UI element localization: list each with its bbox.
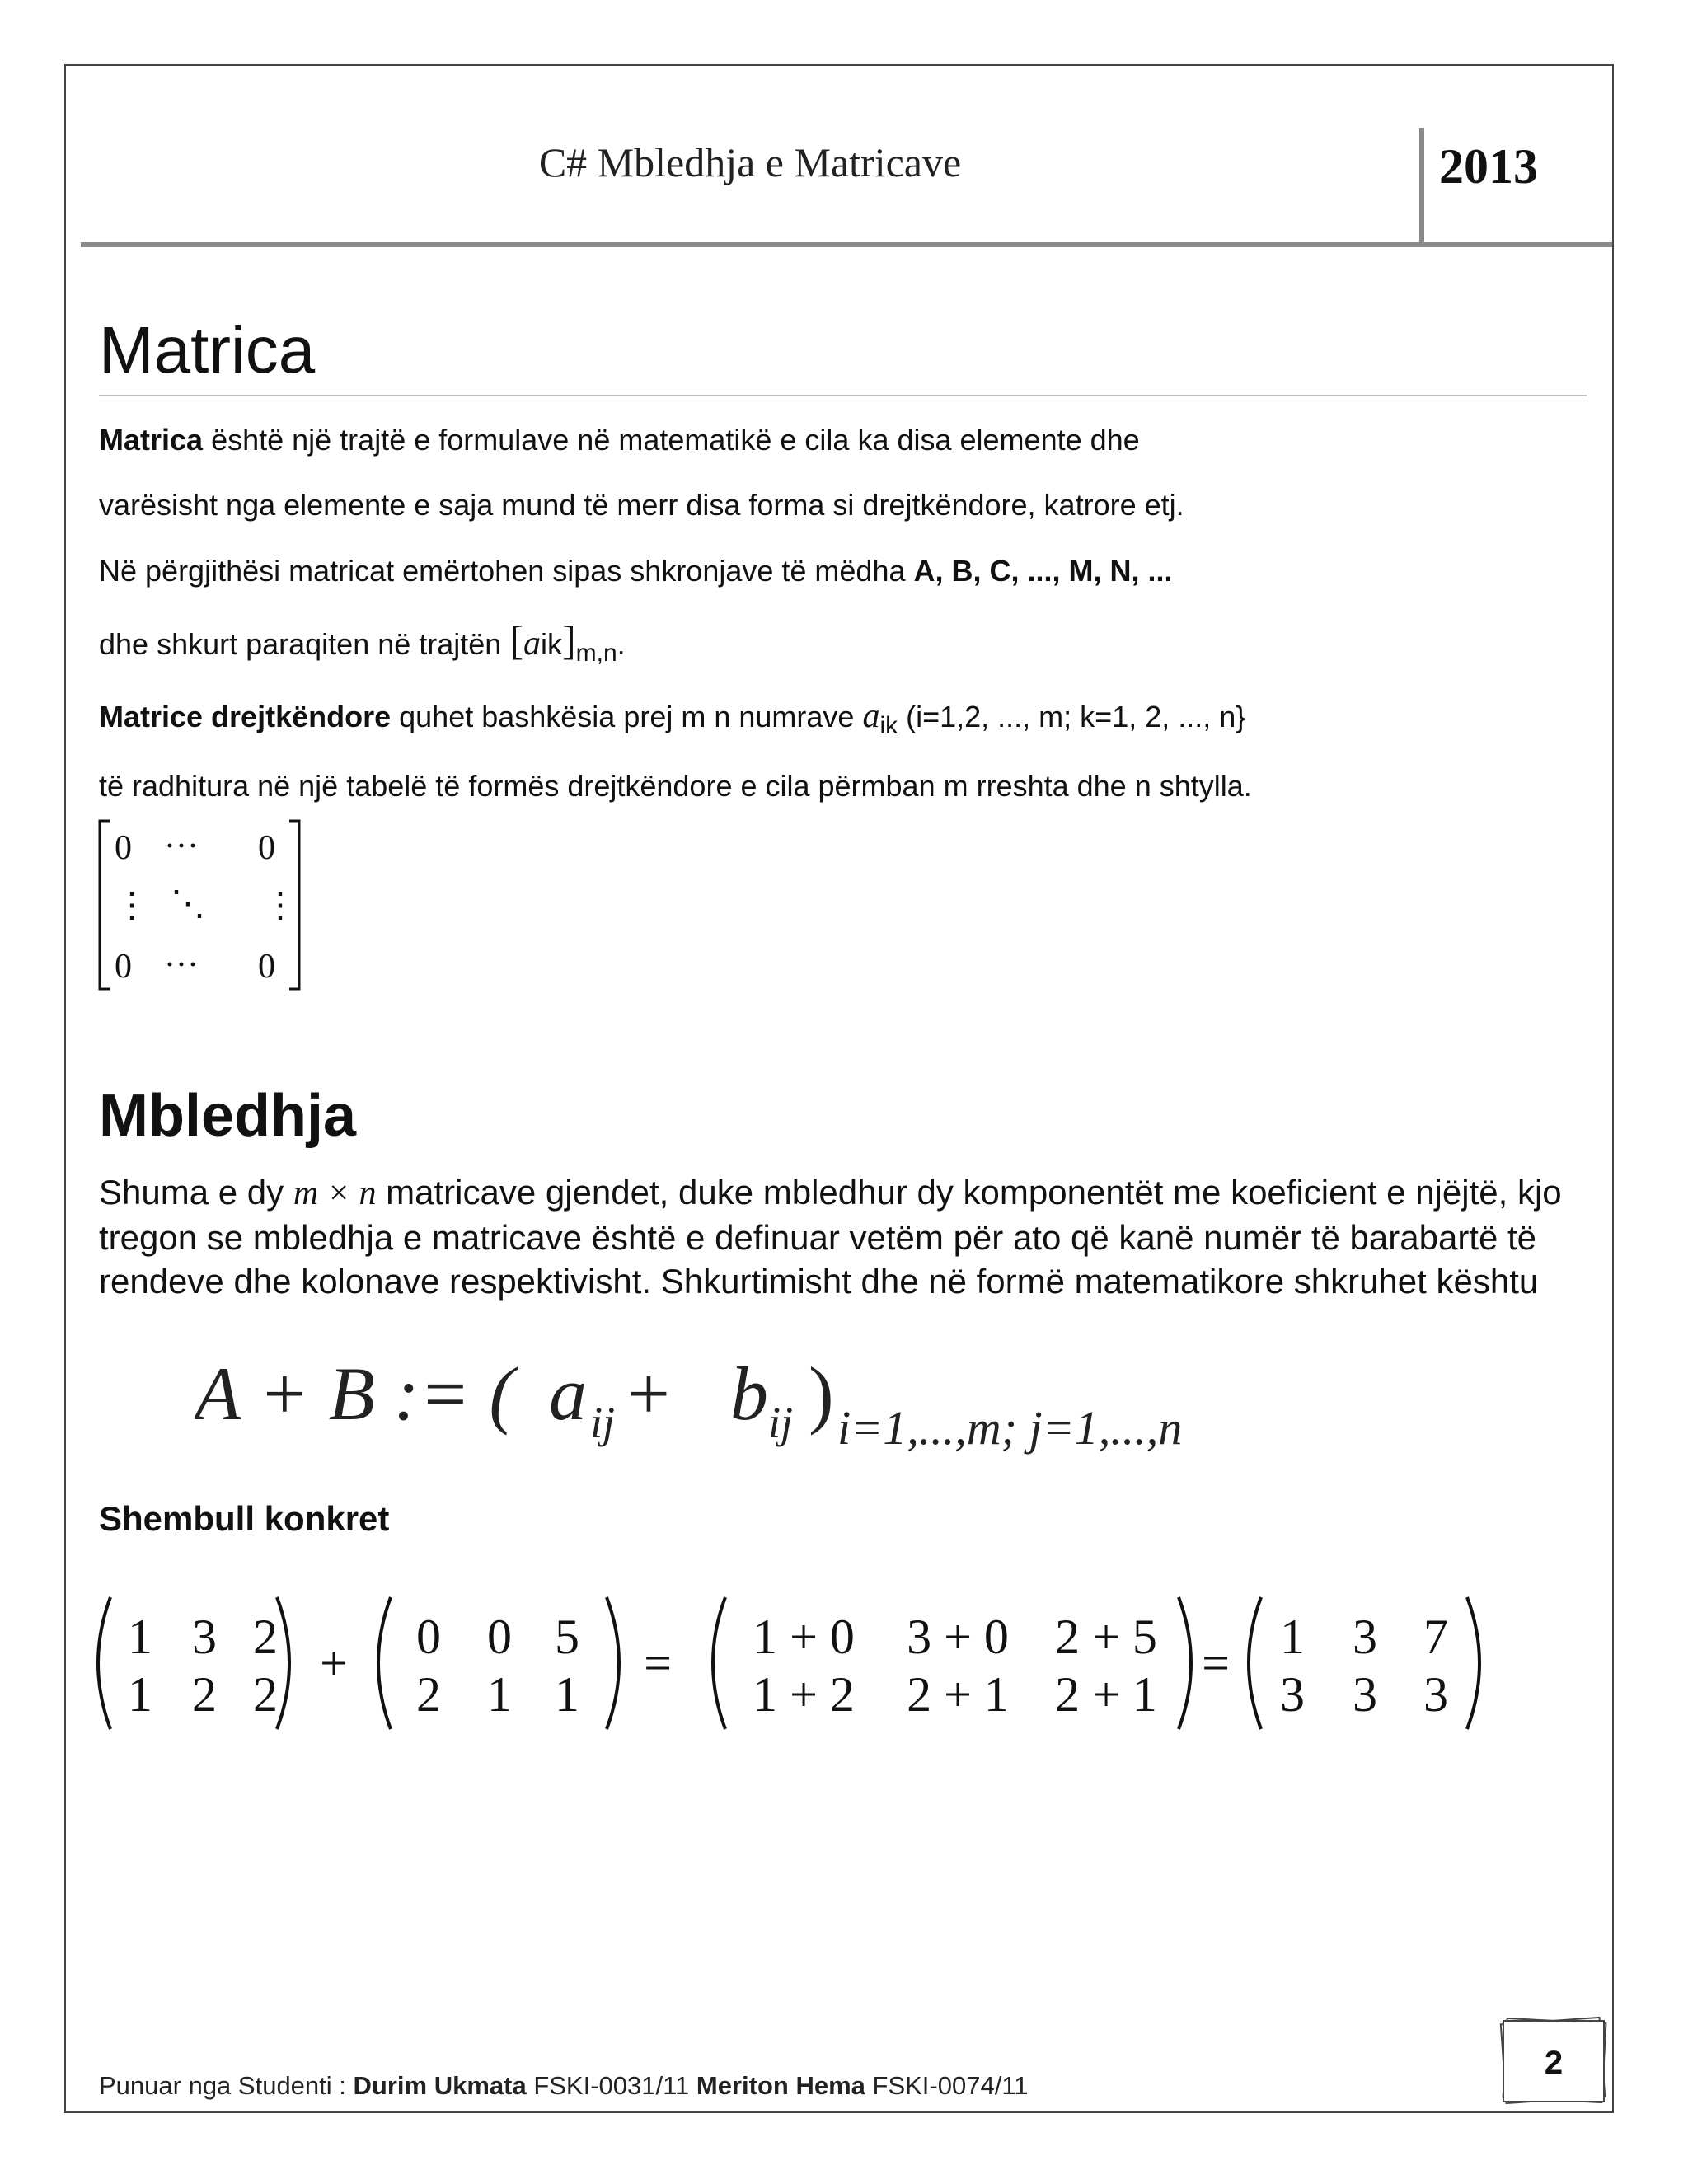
m-times-n: m × n <box>293 1174 377 1212</box>
subscript-mn: m,n <box>575 640 617 667</box>
paragraph-shuma <box>99 1170 1591 1303</box>
m2-cell: 2 <box>416 1667 441 1722</box>
m1-cell: 2 <box>253 1667 278 1722</box>
m4-cell: 3 <box>1353 1667 1377 1722</box>
m3-cell: 2 + 1 <box>1055 1667 1157 1722</box>
plus-sign: + <box>320 1636 348 1690</box>
zero-matrix-cell: 0 <box>115 948 132 986</box>
header-title: C# Mbledhja e Matricave <box>538 139 962 185</box>
m4-cell: 3 <box>1280 1667 1305 1722</box>
paren <box>1179 1597 1191 1729</box>
heading-mbledhja: Mbledhja <box>99 1083 357 1149</box>
bracket-close: ] <box>561 617 576 663</box>
paragraph-3-text: Në përgjithësi matricat emërtohen sipas shkronjave të mëdha <box>99 554 914 588</box>
paren <box>378 1597 391 1729</box>
m4-cell: 3 <box>1353 1610 1377 1664</box>
index-ik: ik <box>540 627 562 661</box>
zero-matrix-dots: ··· <box>164 827 199 865</box>
term-matrica: Matrica <box>99 423 204 457</box>
paren <box>1249 1597 1261 1729</box>
zero-matrix-cell: 0 <box>258 948 275 986</box>
matrix-letters: A, B, C, ..., M, N, ... <box>913 554 1173 588</box>
heading-rule <box>99 395 1587 396</box>
footer-prefix: Punuar nga Studenti : <box>99 2071 354 2100</box>
heading-example: Shembull konkret <box>99 1499 390 1538</box>
formula-b: b <box>730 1352 768 1436</box>
heading-matrica: Matrica <box>99 313 316 387</box>
m1-cell: 1 <box>128 1610 152 1664</box>
equals-sign: = <box>1202 1636 1230 1690</box>
m4-cell: 1 <box>1280 1610 1305 1664</box>
paragraph-3 <box>99 556 1173 586</box>
page-number: 2 <box>1544 2045 1564 2081</box>
m1-cell: 2 <box>192 1667 217 1722</box>
bracket-open: [ <box>509 617 523 663</box>
paragraph-1 <box>99 425 1140 455</box>
header-divider <box>1419 128 1424 243</box>
paragraph-2: varësisht nga elemente e saja mund të merr disa forma si drejtkëndore, katrore etj. <box>99 488 1184 522</box>
paragraph-1-text: është një trajtë e formulave në matematikë e cila ka disa elemente dhe <box>203 423 1140 457</box>
m2-cell: 0 <box>416 1610 441 1664</box>
m1-cell: 2 <box>253 1610 278 1664</box>
paragraph-4-text: dhe shkurt paraqiten në trajtën <box>99 627 510 661</box>
zero-matrix-vdots: ⋮ <box>115 887 149 925</box>
zero-matrix-cell: 0 <box>115 829 132 867</box>
paren <box>98 1597 110 1729</box>
index-range: (i=1,2, ..., m; k=1, 2, ..., n} <box>898 700 1246 733</box>
paren <box>713 1597 725 1729</box>
formula-subscript: i=1,...,m; j=1,...,n <box>837 1401 1183 1455</box>
footer-credits <box>99 2071 1029 2101</box>
paren <box>1467 1597 1479 1729</box>
m1-cell: 3 <box>192 1610 217 1664</box>
m3-cell: 2 + 5 <box>1055 1610 1157 1664</box>
example-equation <box>91 1581 1492 1746</box>
period: . <box>617 627 626 661</box>
equals-sign: = <box>644 1636 672 1690</box>
formula-close: ) <box>809 1352 834 1436</box>
m3-cell: 2 + 1 <box>907 1667 1009 1722</box>
m3-cell: 1 + 0 <box>753 1610 855 1664</box>
zero-matrix-dots: ··· <box>164 946 199 984</box>
m2-cell: 1 <box>555 1667 579 1722</box>
paren <box>277 1597 289 1729</box>
m4-cell: 3 <box>1423 1667 1448 1722</box>
paragraph-5-text: quhet bashkësia prej m n numrave <box>391 700 863 733</box>
page-number-box <box>1490 2009 1614 2108</box>
shuma-text-b: matricave gjendet, duke mbledhur dy komponentët me koeficient e njëjtë, kjo tregon se mbledhja e matricave është e definuar vetëm për ato që kanë numër të barabartë të rendeve dhe kolonave respektivisht. Shkurtimisht dhe në formë matematikore shkruhet kështu <box>99 1173 1562 1301</box>
var-a: a <box>523 625 541 663</box>
shuma-text-a: Shuma e dy <box>99 1173 293 1212</box>
m2-cell: 5 <box>555 1610 579 1664</box>
author-1-id: FSKI-0031/11 <box>526 2071 696 2100</box>
header-year: 2013 <box>1439 139 1538 194</box>
author-2: Meriton Hema <box>696 2071 865 2100</box>
formula-ij: ij <box>768 1398 794 1447</box>
author-1: Durim Ukmata <box>353 2071 527 2100</box>
zero-matrix-cell: 0 <box>258 829 275 867</box>
term-matrice-drejtkendore: Matrice drejtkëndore <box>99 700 392 733</box>
addition-formula <box>195 1352 1332 1459</box>
m3-cell: 3 + 0 <box>907 1610 1009 1664</box>
index-ik-2: ik <box>879 712 898 739</box>
m2-cell: 1 <box>487 1667 512 1722</box>
zero-matrix-ddots: ⋱ <box>171 885 205 923</box>
m4-cell: 7 <box>1423 1610 1448 1664</box>
m2-cell: 0 <box>487 1610 512 1664</box>
header-rule <box>81 242 1612 247</box>
paren <box>607 1597 619 1729</box>
formula-a: a <box>549 1352 587 1436</box>
paragraph-6: të radhitura në një tabelë të formës drejtkëndore e cila përmban m rreshta dhe n shtylla. <box>99 769 1252 803</box>
zero-matrix <box>96 818 302 992</box>
m1-cell: 1 <box>128 1667 152 1722</box>
paragraph-5 <box>99 697 1246 739</box>
zero-matrix-vdots: ⋮ <box>263 887 298 925</box>
var-a-ik: a <box>862 697 880 735</box>
formula-ij: ij <box>590 1398 616 1447</box>
paragraph-4 <box>99 617 626 667</box>
formula-plus: + <box>627 1352 670 1436</box>
m3-cell: 1 + 2 <box>753 1667 855 1722</box>
author-2-id: FSKI-0074/11 <box>865 2071 1029 2100</box>
formula-lhs: A + B := ( <box>195 1352 515 1436</box>
